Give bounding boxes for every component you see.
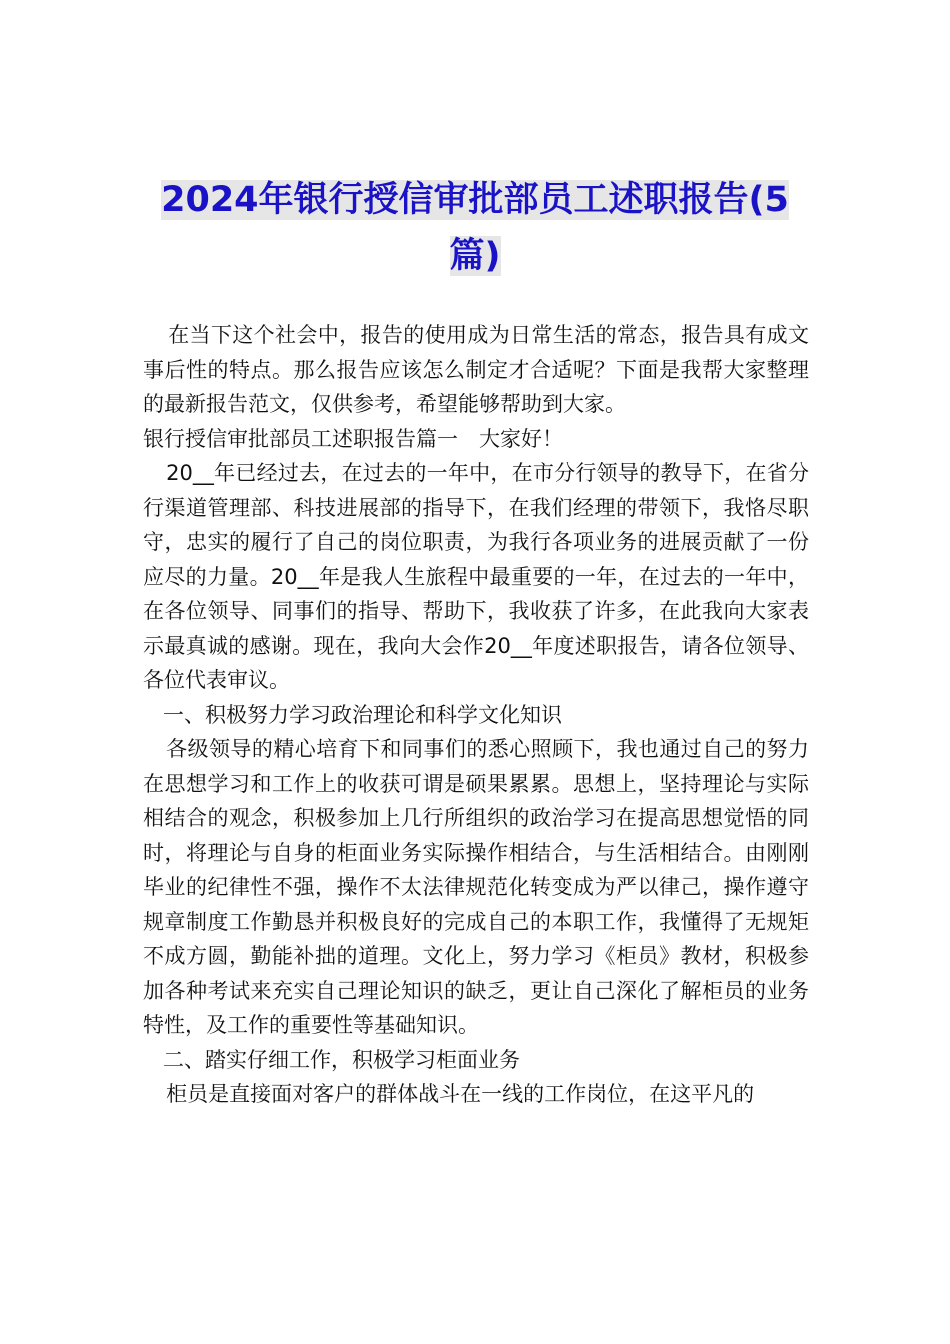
intro-paragraph: 在当下这个社会中，报告的使用成为日常生活的常态，报告具有成文事后性的特点。那么报告应该怎么制定才合适呢？下面是我帮大家整理的最新报告范文，仅供参考，希望能够帮助到大家。 bbox=[143, 323, 809, 416]
report-heading: 银行授信审批部员工述职报告篇一 大家好！ bbox=[143, 426, 563, 451]
body-paragraph-3: 柜员是直接面对客户的群体战斗在一线的工作岗位，在这平凡的 bbox=[166, 1082, 755, 1106]
body-paragraph-2: 各级领导的精心培育下和同事们的悉心照顾下，我也通过自己的努力在思想学习和工作上的收获可谓是硕果累累。思想上，坚持理论与实际相结合的观念，积极参加上几行所组织的政治学习在提高思想觉悟的同时，将理论与自身的柜面业务实际操作相结合，与生活相结合。由刚刚毕业的纪律性不强，操作不太法律规范化转变成为严以律己，操作遵守规章制度工作勤恳并积极良好的完成自己的本职工作，我懂得了无规矩不成方圆，勤能补拙的道理。文化上，努力学习《柜员》教材，积极参加各种考试来充实自己理论知识的缺乏，更让自己深化了解柜员的业务特性，及工作的重要性等基础知识。 bbox=[143, 737, 809, 1037]
body-paragraph-1: 20__年已经过去，在过去的一年中，在市分行领导的教导下，在省分行渠道管理部、科技进展部的指导下，在我们经理的带领下，我恪尽职守，忠实的履行了自己的岗位职责，为我行各项业务的进展贡献了一份应尽的力量。20__年是我人生旅程中最重要的一年，在过去的一年中，在各位领导、同事们的指导、帮助下，我收获了许多，在此我向大家表示最真诚的感谢。现在，我向大会作20__年度述职报告，请各位领导、各位代表审议。 bbox=[143, 461, 809, 692]
section-heading-2: 二、踏实仔细工作，积极学习柜面业务 bbox=[163, 1047, 520, 1072]
section-heading-1: 一、积极努力学习政治理论和科学文化知识 bbox=[163, 702, 562, 727]
document-title-text: 2024年银行授信审批部员工述职报告(5篇) bbox=[161, 180, 789, 276]
document-title bbox=[142, 172, 808, 284]
document-body bbox=[143, 318, 809, 1112]
